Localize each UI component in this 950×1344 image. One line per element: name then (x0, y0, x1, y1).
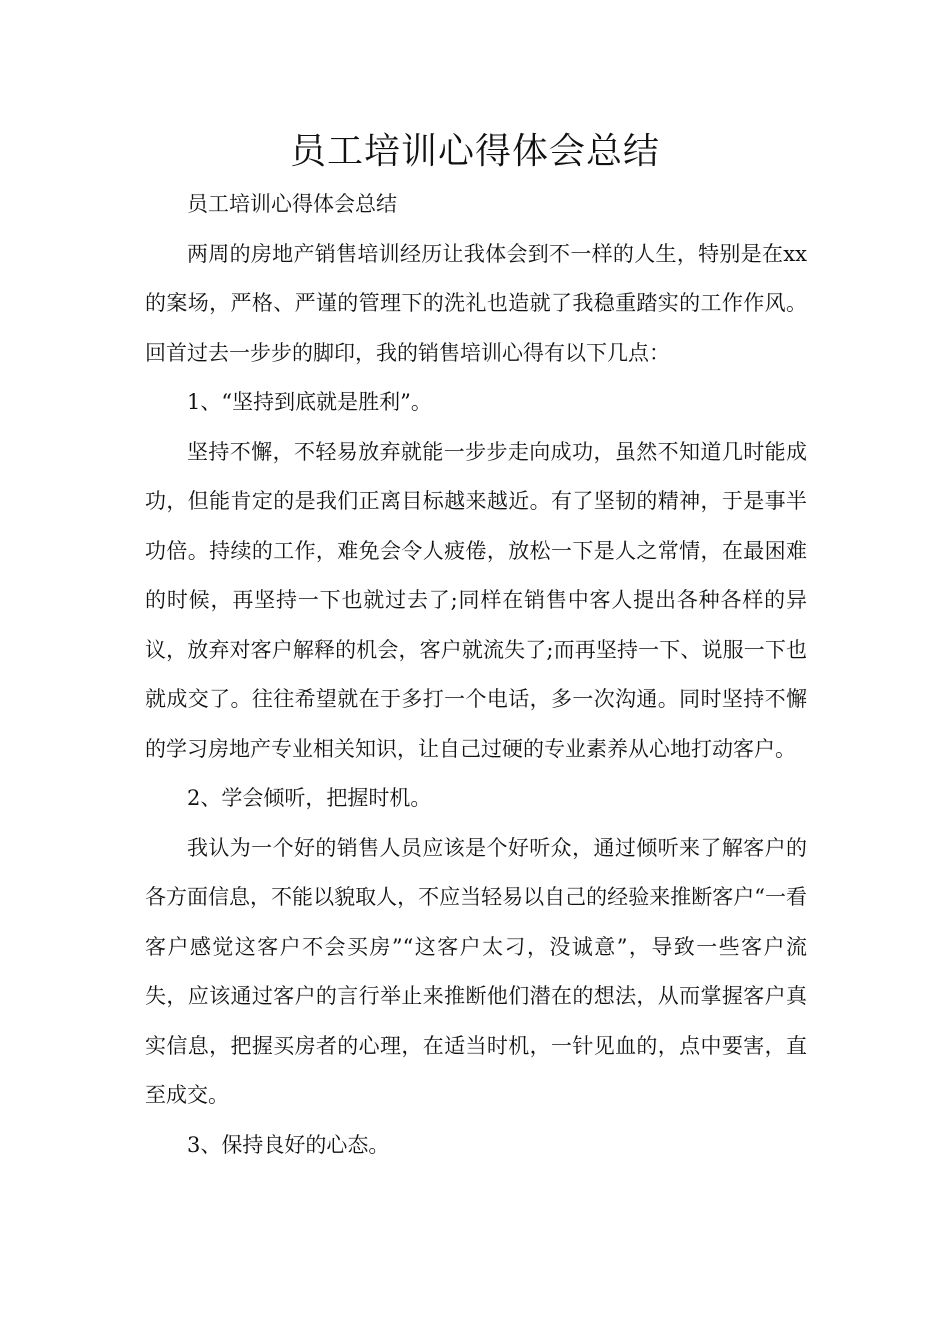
paragraph-intro: 两周的房地产销售培训经历让我体会到不一样的人生，特别是在xx的案场，严格、严谨的管理下的洗礼也造就了我稳重踏实的工作作风。回首过去一步步的脚印，我的销售培训心得有以下几点： (145, 241, 807, 365)
document-body (145, 180, 807, 1170)
paragraph-point-2-heading: 2、学会倾听，把握时机。 (187, 786, 432, 810)
paragraph-point-1-heading: 1、“坚持到底就是胜利”。 (187, 390, 432, 414)
paragraph-subtitle: 员工培训心得体会总结 (187, 192, 397, 216)
document-title: 员工培训心得体会总结 (289, 131, 660, 172)
paragraph-point-3-heading: 3、保持良好的心态。 (187, 1132, 390, 1157)
paragraph-point-2-body: 我认为一个好的销售人员应该是个好听众，通过倾听来了解客户的各方面信息，不能以貌取人，不应当轻易以自己的经验来推断客户“一看客户感觉这客户不会买房”“这客户太刁，没诚意”，导致一些客户流失，应该通过客户的言行举止来推断他们潜在的想法，从而掌握客户真实信息，把握买房者的心理，在适当时机，一针见血的，点中要害，直至成交。 (145, 835, 807, 1107)
paragraph-point-1-body: 坚持不懈，不轻易放弃就能一步步走向成功，虽然不知道几时能成功，但能肯定的是我们正离目标越来越近。有了坚韧的精神，于是事半功倍。持续的工作，难免会令人疲倦，放松一下是人之常情，在最困难的时候，再坚持一下也就过去了;同样在销售中客人提出各种各样的异议，放弃对客户解释的机会，客户就流失了;而再坚持一下、说服一下也就成交了。往往希望就在于多打一个电话，多一次沟通。同时坚持不懈的学习房地产专业相关知识，让自己过硬的专业素养从心地打动客户。 (145, 439, 807, 761)
